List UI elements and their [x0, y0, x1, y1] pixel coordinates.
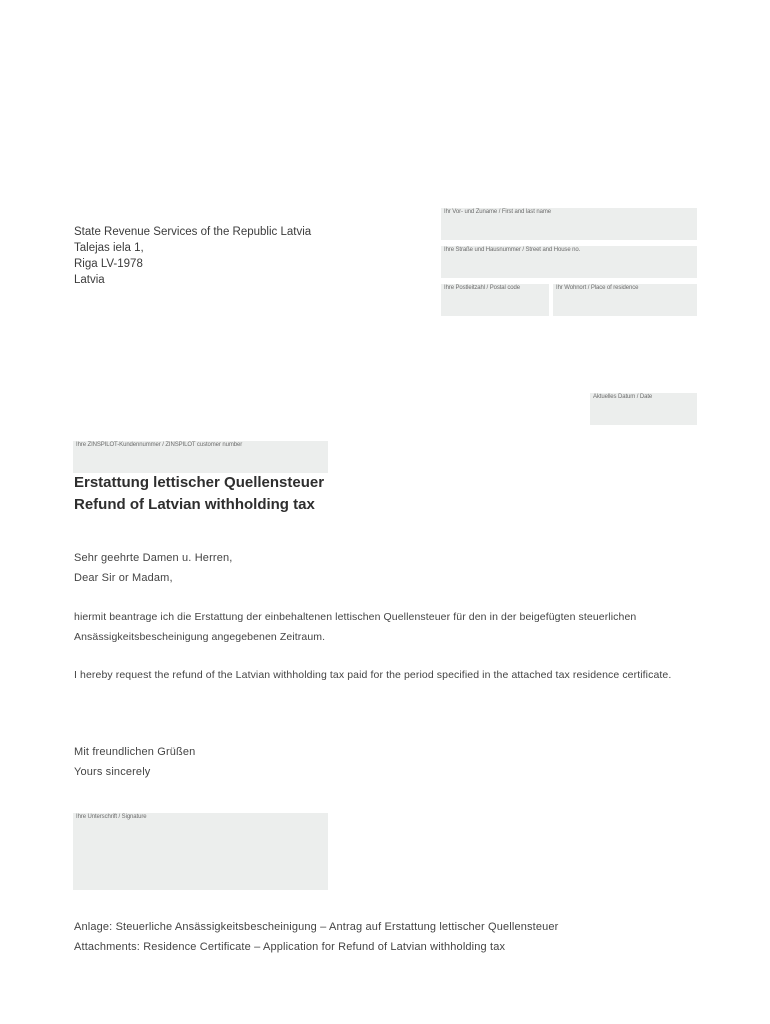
attachments — [74, 918, 558, 957]
date-field-label: Aktuelles Datum / Date — [593, 394, 653, 400]
place-of-residence-field[interactable] — [553, 284, 697, 316]
salutation-english: Dear Sir or Madam, — [74, 571, 173, 584]
signature-field[interactable] — [73, 813, 328, 890]
attachments-english: Attachments: Residence Certificate – Application for Refund of Latvian withholding tax — [74, 940, 506, 953]
customer-number-field[interactable] — [73, 441, 328, 473]
paragraph-german: hiermit beantrage ich die Erstattung der einbehaltenen lettischen Quellensteuer für den in der beigefügten steuerlichen Ansässigkeitsbescheinigung angegebenen Zeitraum. — [74, 611, 637, 643]
attachments-german: Anlage: Steuerliche Ansässigkeitsbescheinigung – Antrag auf Erstattung lettischer Quellensteuer — [74, 921, 559, 933]
name-field-label: Ihr Vor- und Zuname / First and last name — [444, 209, 551, 215]
recipient-line: Riga LV-1978 — [74, 258, 143, 270]
recipient-address — [74, 224, 311, 288]
salutation-german: Sehr geehrte Damen u. Herren, — [74, 552, 233, 564]
recipient-line: Talejas iela 1, — [74, 242, 144, 254]
closing — [74, 743, 195, 782]
letter-heading — [74, 472, 324, 516]
closing-german: Mit freundlichen Grüßen — [74, 746, 196, 758]
street-field-label: Ihre Straße und Hausnummer / Street and House no. — [444, 247, 581, 253]
name-field[interactable] — [441, 208, 697, 240]
postal-code-field[interactable] — [441, 284, 549, 316]
place-of-residence-field-label: Ihr Wohnort / Place of residence — [556, 285, 639, 291]
postal-code-field-label: Ihre Postleitzahl / Postal code — [444, 285, 520, 291]
recipient-line: Latvia — [74, 274, 105, 286]
street-field[interactable] — [441, 246, 697, 278]
signature-field-label: Ihre Unterschrift / Signature — [76, 814, 147, 820]
closing-english: Yours sincerely — [74, 765, 151, 778]
paragraph-english: I hereby request the refund of the Latvian withholding tax paid for the period specified in the attached tax residence certificate. — [74, 669, 672, 681]
recipient-line: State Revenue Services of the Republic Latvia — [74, 226, 312, 238]
customer-number-field-label: Ihre ZINSPILOT-Kundennummer / ZINSPILOT customer number — [76, 442, 243, 448]
date-field[interactable] — [590, 393, 697, 425]
heading-german: Erstattung lettischer Quellensteuer — [74, 474, 325, 491]
heading-english: Refund of Latvian withholding tax — [74, 496, 315, 513]
salutation — [74, 549, 232, 588]
